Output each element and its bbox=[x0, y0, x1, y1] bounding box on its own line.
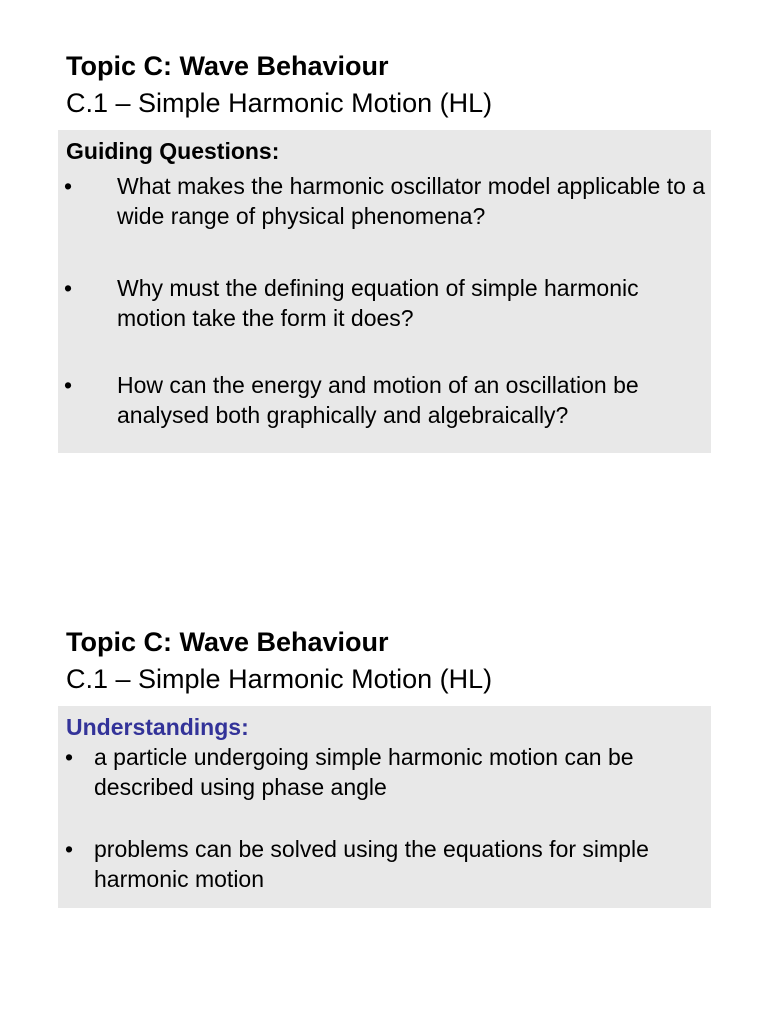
bullet-icon: • bbox=[64, 372, 73, 398]
list-item-text: What makes the harmonic oscillator model applicable to a wide range of physical phenomena? bbox=[117, 173, 706, 229]
bullet-icon: • bbox=[65, 836, 74, 862]
bullet-icon: • bbox=[64, 173, 73, 199]
list-item bbox=[64, 171, 707, 231]
list-item-text: How can the energy and motion of an oscillation be analysed both graphically and algebraically? bbox=[117, 372, 639, 428]
list-item bbox=[64, 273, 707, 333]
guiding-questions-heading: Guiding Questions: bbox=[66, 138, 280, 164]
understandings-box bbox=[58, 706, 711, 908]
list-item bbox=[65, 834, 704, 894]
topic-title: Topic C: Wave Behaviour bbox=[66, 51, 389, 81]
subtopic-title: C.1 – Simple Harmonic Motion (HL) bbox=[66, 88, 493, 118]
list-item-text: Why must the defining equation of simple harmonic motion take the form it does? bbox=[117, 275, 639, 331]
topic-title: Topic C: Wave Behaviour bbox=[66, 627, 389, 657]
list-item-text: problems can be solved using the equations for simple harmonic motion bbox=[94, 836, 649, 892]
bullet-icon: • bbox=[65, 744, 74, 770]
list-item bbox=[64, 370, 707, 430]
bullet-icon: • bbox=[64, 275, 73, 301]
subtopic-title: C.1 – Simple Harmonic Motion (HL) bbox=[66, 664, 493, 694]
understandings-heading: Understandings: bbox=[66, 714, 249, 740]
list-item-text: a particle undergoing simple harmonic motion can be described using phase angle bbox=[94, 744, 634, 800]
list-item bbox=[65, 742, 704, 802]
guiding-questions-box bbox=[58, 130, 711, 453]
